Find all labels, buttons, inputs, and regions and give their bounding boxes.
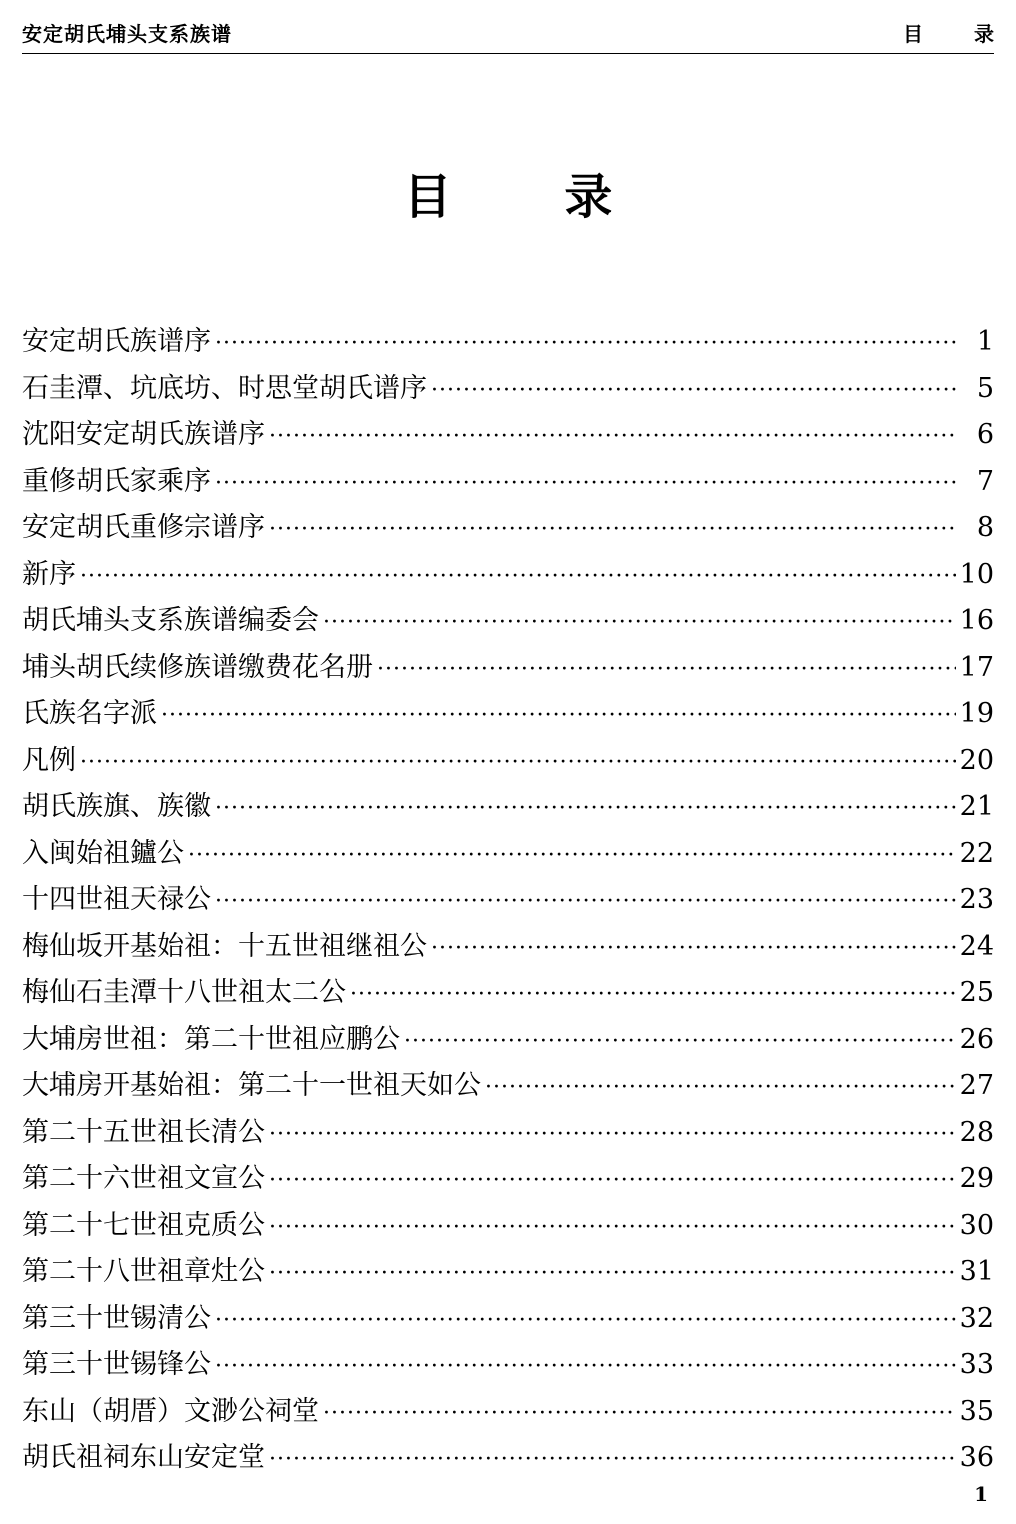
toc-entry-title: 十四世祖天禄公 <box>22 884 211 915</box>
header-section-title: 目 录 <box>903 22 1016 46</box>
dot-leader <box>269 507 956 554</box>
toc-entry[interactable] <box>22 831 994 878</box>
dot-leader <box>215 321 956 368</box>
toc-entry[interactable] <box>22 1389 994 1436</box>
toc-entry[interactable] <box>22 1296 994 1343</box>
toc-entry[interactable] <box>22 970 994 1017</box>
toc-entry[interactable] <box>22 691 994 738</box>
dot-leader <box>269 1437 956 1484</box>
toc-entry-page: 33 <box>959 1349 994 1380</box>
toc-entry[interactable] <box>22 1156 994 1203</box>
toc-entry-title: 梅仙坂开基始祖：十五世祖继祖公 <box>22 930 427 962</box>
toc-entry-page: 17 <box>959 651 994 683</box>
dot-leader <box>269 1112 956 1159</box>
toc-entry-title: 胡氏祖祠东山安定堂 <box>22 1442 265 1473</box>
toc-entry-title: 埔头胡氏续修族谱缴费花名册 <box>22 651 373 683</box>
page-header <box>22 20 1016 54</box>
toc-entry-title: 东山（胡厝）文渺公祠堂 <box>22 1395 319 1427</box>
toc-entry-title: 第二十八世祖章灶公 <box>22 1256 265 1287</box>
dot-leader <box>215 461 956 508</box>
toc-entry-page: 5 <box>976 372 994 404</box>
toc-entry-title: 新序 <box>22 558 76 590</box>
toc-entry-page: 23 <box>959 884 994 915</box>
toc-entry-page: 21 <box>959 791 994 822</box>
toc-entry-page: 25 <box>959 977 994 1008</box>
toc-entry-page: 29 <box>959 1163 994 1194</box>
dot-leader <box>323 1391 956 1438</box>
toc-entry-title: 梅仙石圭潭十八世祖太二公 <box>22 977 346 1008</box>
toc-entry-title: 石圭潭、坑底坊、时思堂胡氏谱序 <box>22 372 427 404</box>
toc-entry[interactable] <box>22 924 994 971</box>
dot-leader <box>269 414 956 461</box>
toc-entry-page: 26 <box>959 1023 994 1055</box>
toc-entry-page: 16 <box>959 605 994 636</box>
dot-leader <box>404 1019 956 1066</box>
toc-entry-page: 19 <box>959 698 994 729</box>
dot-leader <box>269 1251 956 1298</box>
dot-leader <box>215 1298 956 1345</box>
toc-entry[interactable] <box>22 598 994 645</box>
toc-entry[interactable] <box>22 459 994 506</box>
toc-entry-title: 安定胡氏族谱序 <box>22 326 211 357</box>
dot-leader <box>377 647 956 694</box>
toc-entry-page: 32 <box>959 1302 994 1334</box>
toc-entry-title: 第二十五世祖长清公 <box>22 1116 265 1148</box>
toc-entry-title: 第三十世锡清公 <box>22 1302 211 1334</box>
toc-entry-page: 30 <box>959 1209 994 1241</box>
toc-entry-title: 重修胡氏家乘序 <box>22 465 211 497</box>
toc-entry-title: 安定胡氏重修宗谱序 <box>22 512 265 543</box>
toc-entry-title: 大埔房世祖：第二十世祖应鹏公 <box>22 1023 400 1055</box>
dot-leader <box>80 740 956 787</box>
toc-entry-page: 8 <box>976 512 994 543</box>
toc-entry[interactable] <box>22 412 994 459</box>
toc-entry-page: 20 <box>959 744 994 776</box>
toc-entry-title: 胡氏埔头支系族谱编委会 <box>22 605 319 636</box>
toc-entry[interactable] <box>22 645 994 692</box>
toc-entry-page: 1 <box>976 326 994 357</box>
toc-entry-page: 22 <box>959 837 994 869</box>
toc-entry-page: 31 <box>959 1256 994 1287</box>
toc-entry-page: 27 <box>959 1070 994 1101</box>
dot-leader <box>269 1205 956 1252</box>
dot-leader <box>350 972 956 1019</box>
header-book-title: 安定胡氏埔头支系族谱 <box>22 22 232 46</box>
toc-entry-page: 6 <box>976 419 994 450</box>
toc-entry[interactable] <box>22 1063 994 1110</box>
toc-entry[interactable] <box>22 366 994 413</box>
toc-entry[interactable] <box>22 552 994 599</box>
toc-entry[interactable] <box>22 784 994 831</box>
dot-leader <box>188 833 956 880</box>
toc-entry-title: 沈阳安定胡氏族谱序 <box>22 419 265 450</box>
dot-leader <box>215 879 956 926</box>
toc-entry-page: 10 <box>959 558 994 590</box>
toc-entry-title: 大埔房开基始祖：第二十一世祖天如公 <box>22 1070 481 1101</box>
toc-entry-title: 入闽始祖鑪公 <box>22 837 184 869</box>
toc-entry-page: 36 <box>959 1442 994 1473</box>
dot-leader <box>80 554 956 601</box>
dot-leader <box>323 600 956 647</box>
page-title: 目 录 <box>403 169 661 225</box>
toc-entry-title: 第三十世锡锋公 <box>22 1349 211 1380</box>
table-of-contents <box>22 319 994 1482</box>
toc-entry[interactable] <box>22 877 994 924</box>
toc-entry[interactable] <box>22 1342 994 1389</box>
toc-entry[interactable] <box>22 1017 994 1064</box>
toc-entry-title: 凡例 <box>22 744 76 776</box>
dot-leader <box>431 926 956 973</box>
page-number: 1 <box>974 1482 988 1506</box>
dot-leader <box>161 693 956 740</box>
toc-entry-page: 28 <box>959 1116 994 1148</box>
toc-entry-title: 氏族名字派 <box>22 698 157 729</box>
toc-entry[interactable] <box>22 1110 994 1157</box>
toc-entry-title: 第二十六世祖文宣公 <box>22 1163 265 1194</box>
toc-entry[interactable] <box>22 319 994 366</box>
toc-entry-page: 7 <box>976 465 994 497</box>
toc-entry-page: 24 <box>959 930 994 962</box>
dot-leader <box>215 786 956 833</box>
toc-entry[interactable] <box>22 1249 994 1296</box>
toc-entry[interactable] <box>22 1203 994 1250</box>
toc-entry-page: 35 <box>959 1395 994 1427</box>
toc-entry[interactable] <box>22 505 994 552</box>
toc-entry-title: 第二十七世祖克质公 <box>22 1209 265 1241</box>
toc-entry[interactable] <box>22 738 994 785</box>
dot-leader <box>215 1344 956 1391</box>
toc-entry-title: 胡氏族旗、族徽 <box>22 791 211 822</box>
dot-leader <box>431 368 956 415</box>
dot-leader <box>485 1065 956 1112</box>
toc-entry[interactable] <box>22 1435 994 1482</box>
dot-leader <box>269 1158 956 1205</box>
